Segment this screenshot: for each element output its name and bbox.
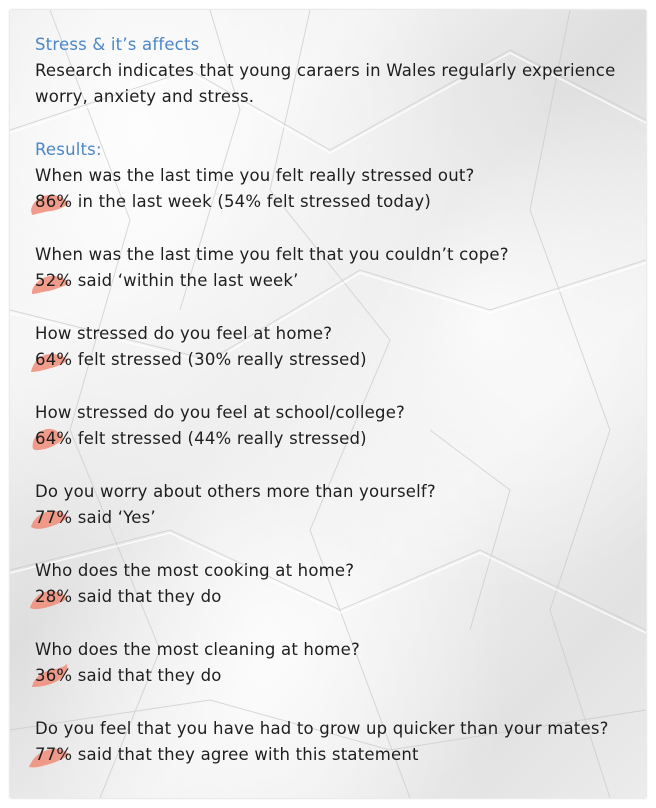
answer-text: 28% said that they do: [35, 587, 222, 606]
question-4: How stressed do you feel at school/college?: [35, 403, 406, 422]
answer-text: 86% in the last week (54% felt stressed today): [35, 192, 431, 211]
question-1: When was the last time you felt really stressed out?: [35, 166, 475, 185]
question-2: When was the last time you felt that you couldn’t cope?: [35, 245, 509, 264]
answer-text: 77% said that they agree with this statement: [35, 745, 419, 764]
answer-7: [35, 663, 625, 689]
answer-text: 64% felt stressed (30% really stressed): [35, 350, 367, 369]
answer-5: [35, 505, 625, 531]
question-5: Do you worry about others more than yourself?: [35, 482, 436, 501]
section-heading-stress: Stress & it’s affects: [35, 35, 200, 54]
answer-2: [35, 268, 625, 294]
answer-text: 52% said ‘within the last week’: [35, 271, 299, 290]
question-7: Who does the most cleaning at home?: [35, 640, 360, 659]
answer-text: 36% said that they do: [35, 666, 222, 685]
intro-text-line-2: worry, anxiety and stress.: [35, 87, 255, 106]
answer-8: [35, 742, 625, 768]
answer-1: [35, 189, 625, 215]
answer-3: [35, 347, 625, 373]
question-3: How stressed do you feel at home?: [35, 324, 333, 343]
answer-text: 77% said ‘Yes’: [35, 508, 156, 527]
intro-text-line-1: Research indicates that young caraers in Wales regularly experience: [35, 61, 616, 80]
question-6: Who does the most cooking at home?: [35, 561, 355, 580]
survey-content: [35, 32, 625, 768]
answer-text: 64% felt stressed (44% really stressed): [35, 429, 367, 448]
answer-4: [35, 426, 625, 452]
answer-6: [35, 584, 625, 610]
question-8: Do you feel that you have had to grow up quicker than your mates?: [35, 719, 609, 738]
results-heading: Results:: [35, 140, 102, 159]
crumpled-paper-background: [10, 10, 646, 798]
